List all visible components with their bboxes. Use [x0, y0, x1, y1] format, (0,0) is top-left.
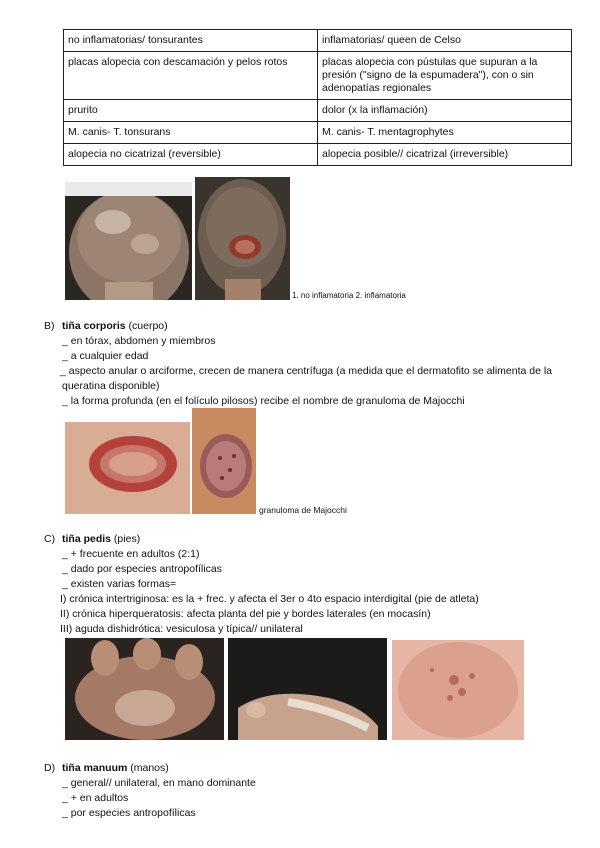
section-tinea-pedis: [44, 532, 574, 637]
list-item: _ + frecuente en adultos (2:1): [62, 548, 200, 560]
dyshidrotic-foot-photo: [392, 640, 524, 740]
table-row: [64, 100, 572, 122]
table-cell: alopecia posible// cicatrizal (irreversible): [318, 144, 572, 166]
section-subtitle: (cuerpo): [125, 320, 168, 332]
list-item: _ dado por especies antropofílicas: [62, 563, 222, 575]
table-cell: M. canis- T. mentagrophytes: [318, 122, 572, 144]
section-letter: B): [44, 320, 55, 332]
section-letter: C): [44, 533, 56, 545]
section-letter: D): [44, 762, 56, 774]
section-subtitle: (manos): [127, 762, 169, 774]
section-subtitle: (pies): [111, 533, 141, 545]
figure1-caption: 1. no inflamatoria 2. inflamatoria: [292, 291, 406, 300]
list-item: _ la forma profunda (en el folículo pilosos) recibe el nombre de granuloma de Majocchi: [62, 395, 465, 407]
list-item: _ a cualquier edad: [62, 350, 149, 362]
section-title: tiña manuum: [62, 762, 128, 774]
table-row: [64, 144, 572, 166]
list-item: _ en tórax, abdomen y miembros: [62, 335, 216, 347]
list-item: _ por especies antropofílicas: [62, 807, 196, 819]
table-row: [64, 52, 572, 100]
athletes-foot-photo: [65, 638, 224, 740]
list-item: _ general// unilateral, en mano dominante: [62, 777, 256, 789]
section-tinea-manuum: [44, 761, 574, 821]
list-item: _ existen varias formas=: [62, 578, 177, 590]
section-title: tiña pedis: [62, 533, 112, 545]
table-cell: no inflamatorias/ tonsurantes: [64, 30, 318, 52]
ringworm-body-photo: [65, 422, 190, 514]
list-item: I) crónica intertriginosa: es la + frec. y afecta el 3er o 4to espacio interdigital (pie de atleta): [60, 593, 479, 605]
table-cell: dolor (x la inflamación): [318, 100, 572, 122]
table-cell: alopecia no cicatrizal (reversible): [64, 144, 318, 166]
table-header-row: [64, 30, 572, 52]
list-item: _ aspecto anular o arciforme, crecen de manera centrífuga (a medida que el dermatofito se alimenta de la queratina disponible): [60, 365, 553, 392]
table-cell: placas alopecia con pústulas que supuran a la presión ("signo de la espumadera"), con o sin adenopatías regionales: [318, 52, 572, 100]
scalp-non-inflammatory-photo: [65, 182, 192, 300]
table-cell: prurito: [64, 100, 318, 122]
table-row: [64, 122, 572, 144]
list-item: _ + en adultos: [62, 792, 129, 804]
majocchi-granuloma-photo: [192, 408, 256, 514]
table-cell: inflamatorias/ queen de Celso: [318, 30, 572, 52]
section-tinea-corporis: [44, 319, 574, 409]
moccasin-foot-photo: [228, 638, 387, 740]
list-item: III) aguda dishidrótica: vesiculosa y típica// unilateral: [60, 623, 303, 635]
comparison-table: [63, 29, 572, 166]
table-cell: placas alopecia con descamación y pelos rotos: [64, 52, 318, 100]
scalp-inflammatory-photo: [195, 177, 290, 300]
figure2-caption: granuloma de Majocchi: [259, 505, 347, 515]
table-cell: M. canis- T. tonsurans: [64, 122, 318, 144]
section-title: tiña corporis: [62, 320, 126, 332]
list-item: II) crónica hiperqueratosis: afecta planta del pie y bordes laterales (en mocasín): [60, 608, 431, 620]
